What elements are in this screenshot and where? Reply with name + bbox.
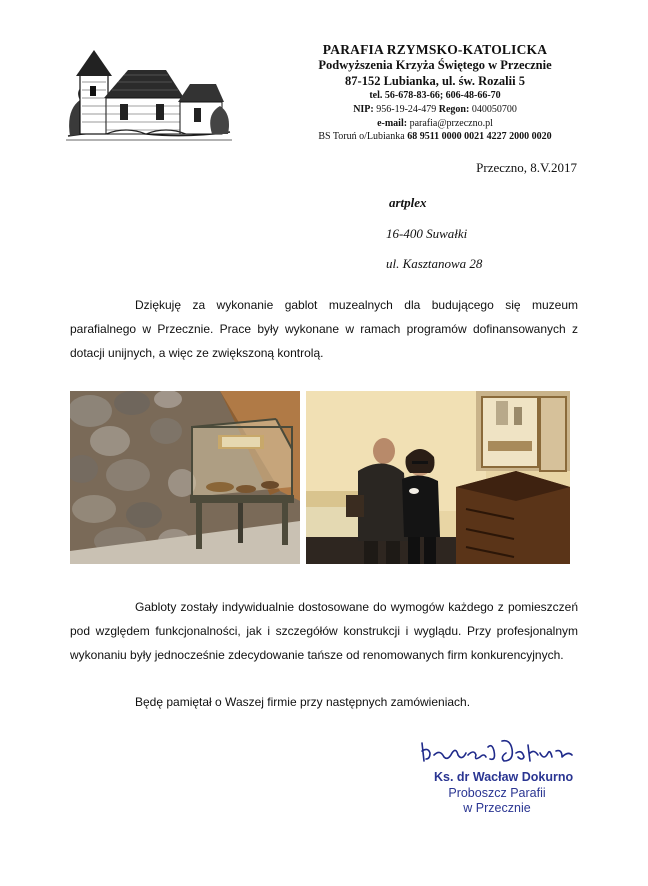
phone-value: 56-678-83-66; 606-48-66-70	[384, 90, 501, 101]
bank-value: 68 9511 0000 0021 4227 2000 0020	[407, 131, 552, 142]
recipient-city: 16-400 Suwałki	[386, 226, 468, 241]
phone-label: tel.	[369, 90, 383, 101]
body-paragraph-1: Dziękuję za wykonanie gablot muzealnych dla budującego się muzeum parafialnego w Przecznie. Prace były wykonane w ramach programów dofinansowanych z dotacji unijnych, a więc ze zwiększoną kontrolą.	[70, 298, 578, 360]
regon-label: Regon:	[438, 104, 470, 115]
recipient-street: ul. Kasztanowa 28	[386, 256, 483, 271]
parish-phone	[250, 90, 620, 101]
parish-title: PARAFIA RZYMSKO-KATOLICKA	[322, 42, 548, 57]
email-value[interactable]: parafia@przeczno.pl	[409, 118, 493, 129]
parish-email	[250, 118, 620, 129]
body-paragraph-3: Będę pamiętał o Waszej firmie przy następnych zamówieniach.	[135, 695, 471, 709]
museum-visit-photo	[306, 391, 570, 564]
recipient-name: artplex	[389, 195, 427, 210]
parish-bank-account	[250, 131, 620, 142]
nip-label: NIP:	[353, 104, 374, 115]
regon-value: 040050700	[471, 104, 517, 115]
nip-value: 956-19-24-479	[376, 104, 437, 115]
body-paragraph-2: Gabloty zostały indywidualnie dostosowane do wymogów każdego z pomieszczeń pod względem funkcjonalności, jak i szczegółów konstrukcji i wyglądu. Przy profesjonalnym wykonaniu były jednocześnie zdecydowanie tańsze od renomowanych firm konkurencyjnych.	[70, 600, 578, 662]
display-case-photo	[70, 391, 300, 564]
letter-date: Przeczno, 8.V.2017	[476, 160, 577, 175]
email-label: e-mail:	[377, 118, 408, 129]
parish-subtitle: Podwyższenia Krzyża Świętego w Przecznie	[318, 58, 552, 72]
bank-label: BS Toruń o/Lubianka	[318, 131, 405, 142]
parish-address: 87-152 Lubianka, ul. św. Rozalii 5	[345, 74, 525, 88]
stamp-role: Proboszcz Parafii	[448, 786, 546, 800]
stamp-name: Ks. dr Wacław Dokurno	[434, 770, 574, 784]
handwritten-signature	[418, 735, 578, 769]
church-logo	[66, 40, 232, 146]
parish-tax-ids	[250, 104, 620, 115]
stamp-place: w Przecznie	[463, 801, 531, 815]
